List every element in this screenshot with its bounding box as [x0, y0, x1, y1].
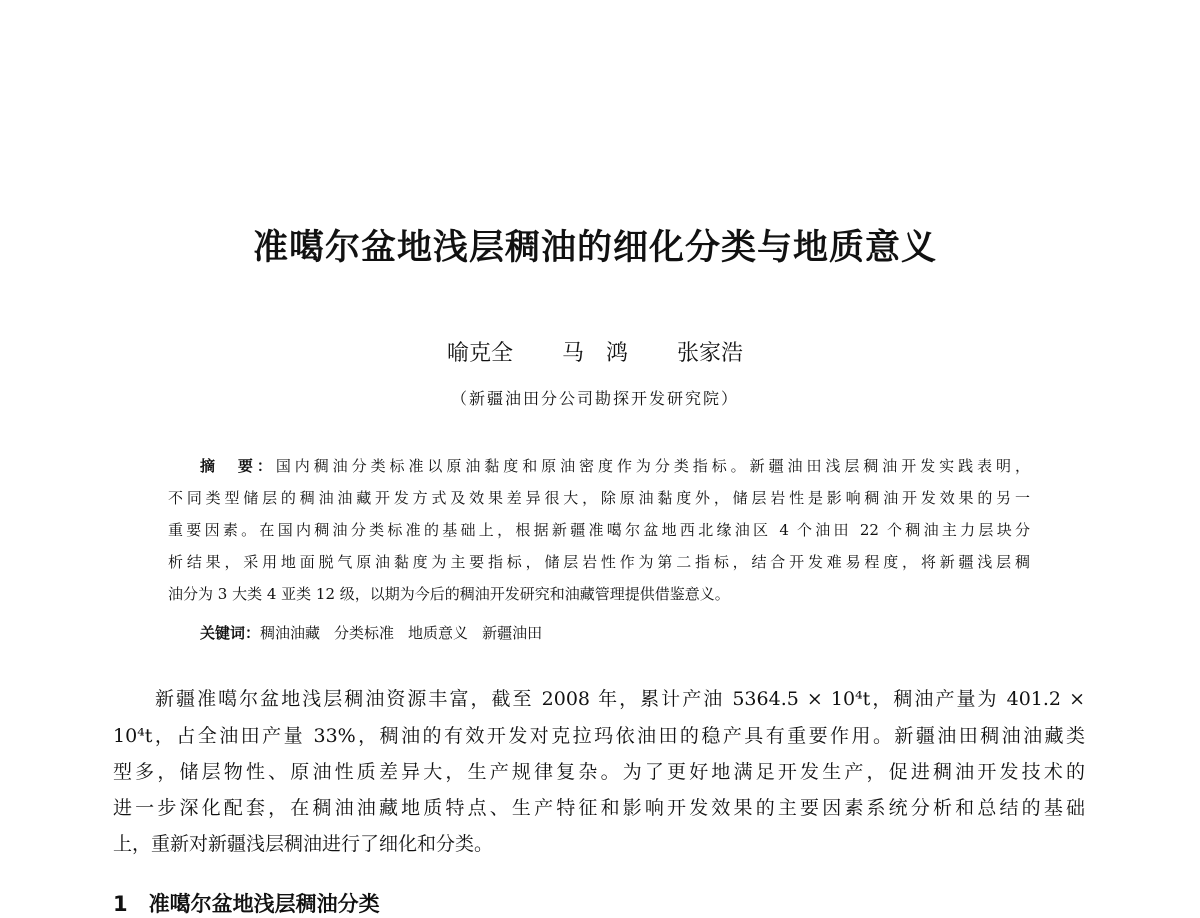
- abstract-line: 析结果，采用地面脱气原油黏度为主要指标，储层岩性作为第二指标，结合开发难易程度，将新疆浅层稠: [168, 553, 1030, 571]
- author-list: [0, 336, 1190, 367]
- body-line: 上，重新对新疆浅层稠油进行了细化和分类。: [113, 833, 494, 855]
- abstract-line: 油分为 3 大类 4 亚类 12 级，以期为今后的稠油开发研究和油藏管理提供借鉴意义。: [168, 585, 730, 603]
- abstract-line: 不同类型储层的稠油油藏开发方式及效果差异很大，除原油黏度外，储层岩性是影响稠油开发效果的另一: [168, 489, 1030, 507]
- keyword: 地质意义: [408, 624, 469, 642]
- keyword: 分类标准: [334, 624, 395, 642]
- body-line: 新疆准噶尔盆地浅层稠油资源丰富，截至 2008 年，累计产油 5364.5 × 10⁴t，稠油产量为 401.2 ×: [155, 688, 1085, 710]
- body-line: 型多，储层物性、原油性质差异大，生产规律复杂。为了更好地满足开发生产，促进稠油开发技术的: [113, 761, 1085, 783]
- abstract-line: 重要因素。在国内稠油分类标准的基础上，根据新疆准噶尔盆地西北缘油区 4 个油田 22 个稠油主力层块分: [168, 521, 1030, 539]
- author: 张家浩: [677, 341, 744, 366]
- section-heading: 1 准噶尔盆地浅层稠油分类: [113, 892, 380, 916]
- paper-title: 准噶尔盆地浅层稠油的细化分类与地质意义: [252, 228, 937, 268]
- abstract-line: [200, 456, 1030, 476]
- keyword: 新疆油田: [482, 624, 543, 642]
- abstract-text: 国内稠油分类标准以原油黏度和原油密度作为分类指标。新疆油田浅层稠油开发实践表明，: [275, 457, 1030, 475]
- keywords: [200, 623, 556, 643]
- keyword: 稠油油藏: [260, 624, 321, 642]
- affiliation: （新疆油田分公司勘探开发研究院）: [450, 389, 739, 408]
- abstract-label: 摘 要：: [200, 457, 276, 475]
- body-line: 进一步深化配套，在稠油油藏地质特点、生产特征和影响开发效果的主要因素系统分析和总结的基础: [113, 797, 1085, 819]
- author: 喻克全: [446, 341, 513, 366]
- keywords-label: 关键词：: [200, 624, 261, 642]
- body-line: 10⁴t，占全油田产量 33%，稠油的有效开发对克拉玛依油田的稳产具有重要作用。新疆油田稠油油藏类: [113, 725, 1085, 747]
- author: 马 鸿: [561, 341, 628, 366]
